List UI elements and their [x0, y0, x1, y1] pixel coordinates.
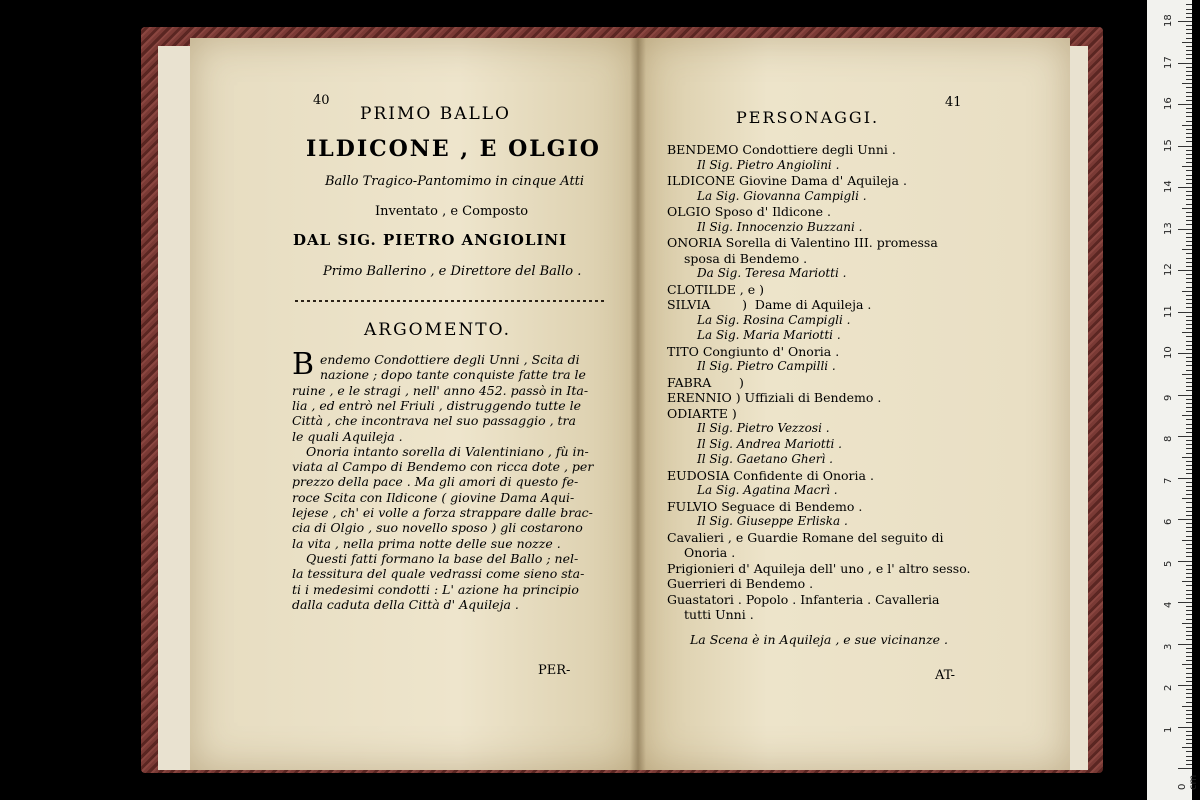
ruler-tick	[1186, 137, 1192, 138]
ruler-tick	[1186, 320, 1192, 321]
ruler-tick	[1186, 635, 1192, 636]
left-body-line: roce Scita con Ildicone ( giovine Dama Aqui-	[292, 489, 575, 505]
ruler-tick	[1186, 718, 1192, 719]
ruler-tick	[1178, 63, 1192, 64]
ruler-tick	[1186, 486, 1192, 487]
ruler-tick	[1186, 399, 1192, 400]
ruler-tick	[1186, 183, 1192, 184]
ruler-tick	[1182, 581, 1192, 582]
cast-line: OLGIO Sposo d' Ildicone .	[667, 204, 831, 219]
ruler-tick	[1186, 432, 1192, 433]
left-body-line: viata al Campo di Bendemo con ricca dote , per	[292, 459, 594, 475]
ruler-tick	[1186, 577, 1192, 578]
ruler-tick	[1186, 453, 1192, 454]
left-section-title: ARGOMENTO.	[364, 320, 511, 340]
ruler-tick	[1186, 739, 1192, 740]
ruler-tick	[1186, 121, 1192, 122]
ruler-tick	[1186, 328, 1192, 329]
ruler-tick	[1186, 303, 1192, 304]
right-scene: La Scena è in Aquileja , e sue vicinanze .	[690, 632, 949, 647]
ruler-tick	[1186, 58, 1192, 59]
ruler-number: 11	[1163, 304, 1174, 318]
ruler-tick	[1186, 403, 1192, 404]
ruler-tick	[1186, 50, 1192, 51]
cast-line: Il Sig. Gaetano Gherì .	[697, 452, 833, 466]
left-body-line: Onoria intanto sorella di Valentiniano , fù in-	[306, 443, 589, 459]
cast-line: FULVIO Seguace di Bendemo .	[667, 498, 863, 514]
cast-line: CLOTILDE , e )	[667, 281, 765, 297]
ruler-number: 2	[1163, 684, 1174, 691]
ruler-tick	[1186, 92, 1192, 93]
cast-line: Onoria .	[684, 545, 736, 560]
ruler-tick	[1186, 295, 1192, 296]
cast-line: tutti Unni .	[684, 607, 754, 622]
cast-line: Il Sig. Pietro Angiolini .	[697, 157, 840, 172]
ruler-tick	[1186, 751, 1192, 752]
ruler-tick	[1186, 556, 1192, 557]
ruler-tick	[1186, 195, 1192, 196]
ruler-tick	[1182, 415, 1192, 416]
ruler-tick	[1186, 494, 1192, 495]
right-heading: PERSONAGGI.	[736, 108, 880, 127]
cast-line: La Sig. Agatina Macrì .	[697, 483, 838, 497]
ruler-tick	[1186, 278, 1192, 279]
ruler-tick	[1182, 291, 1192, 292]
cast-line: Il Sig. Andrea Mariotti .	[697, 436, 842, 451]
ruler-tick	[1186, 96, 1192, 97]
left-body-line: Città , che incontrava nel suo passaggio , tra	[292, 413, 576, 429]
ruler-tick	[1186, 764, 1192, 765]
left-body-line: dalla caduta della Città d' Aquileja .	[292, 596, 519, 612]
ruler-tick	[1186, 141, 1192, 142]
ruler-tick	[1186, 614, 1192, 615]
ruler-tick	[1186, 262, 1192, 263]
ruler-tick	[1186, 245, 1192, 246]
cast-line: ERENNIO ) Uffiziali di Bendemo .	[667, 390, 882, 405]
cast-line: La Sig. Giovanna Campigli .	[697, 188, 867, 203]
ruler-tick	[1186, 378, 1192, 379]
ruler-tick	[1186, 631, 1192, 632]
ruler-number: 13	[1163, 221, 1174, 235]
ruler-tick	[1186, 660, 1192, 661]
ruler-tick	[1186, 710, 1192, 711]
ruler-tick	[1186, 565, 1192, 566]
ruler-tick	[1186, 619, 1192, 620]
ruler-number: 7	[1163, 477, 1174, 484]
cast-line: FABRA )	[667, 374, 744, 390]
ruler-tick	[1186, 38, 1192, 39]
ruler-tick	[1178, 436, 1192, 437]
ruler-tick	[1186, 46, 1192, 47]
ruler-tick	[1182, 208, 1192, 209]
ruler-tick	[1178, 478, 1192, 479]
ruler-tick	[1178, 685, 1192, 686]
ruler-tick	[1186, 689, 1192, 690]
ruler-number: 17	[1163, 55, 1174, 69]
ruler-tick	[1186, 523, 1192, 524]
ruler-tick	[1178, 727, 1192, 728]
left-body-line: cia di Olgio , suo novello sposo ) gli costarono	[292, 520, 583, 536]
ruler-tick	[1186, 274, 1192, 275]
left-subtitle: Ballo Tragico-Pantomimo in cinque Atti	[325, 174, 585, 189]
cast-line: ILDICONE Giovine Dama d' Aquileja .	[667, 173, 907, 188]
ruler-tick	[1186, 258, 1192, 259]
ruler-tick	[1186, 502, 1192, 503]
ruler-tick	[1182, 42, 1192, 43]
ruler-number: 18	[1163, 14, 1174, 27]
ruler-tick	[1186, 735, 1192, 736]
ruler-tick	[1186, 79, 1192, 80]
cast-line: BENDEMO Condottiere degli Unni .	[667, 142, 896, 157]
ruler-tick	[1186, 544, 1192, 545]
cast-line: Il Sig. Giuseppe Erliska .	[697, 514, 848, 528]
ruler-number: 16	[1163, 97, 1174, 110]
cast-line: Il Sig. Pietro Campilli .	[697, 359, 836, 373]
ruler-tick	[1186, 656, 1192, 657]
cast-line: Prigionieri d' Aquileja dell' uno , e l' altro sesso.	[667, 560, 971, 576]
cast-line: sposa di Bendemo .	[684, 250, 808, 266]
ruler-tick	[1186, 266, 1192, 267]
ruler-tick	[1186, 648, 1192, 649]
ruler-tick	[1186, 112, 1192, 113]
cast-line: TITO Congiunto d' Onoria .	[667, 343, 840, 359]
ruler-tick	[1186, 590, 1192, 591]
ruler-tick	[1186, 9, 1192, 10]
ruler-tick	[1182, 747, 1192, 748]
ruler-tick	[1186, 681, 1192, 682]
left-divider-rule	[295, 300, 605, 302]
cast-line: Guerrieri di Bendemo .	[667, 576, 814, 591]
ruler-tick	[1186, 390, 1192, 391]
ruler-tick	[1186, 598, 1192, 599]
ruler-tick	[1186, 175, 1192, 176]
ruler-tick	[1186, 345, 1192, 346]
cast-line: La Sig. Maria Mariotti .	[697, 328, 841, 342]
ruler-tick	[1186, 569, 1192, 570]
ruler-tick	[1178, 353, 1192, 354]
ruler-tick	[1186, 531, 1192, 532]
left-body-line: nazione ; dopo tante conquiste fatte tra le	[320, 367, 586, 383]
ruler-tick	[1186, 482, 1192, 483]
cast-line: ONORIA Sorella di Valentino III. promessa	[667, 235, 938, 250]
ruler-tick	[1186, 515, 1192, 516]
ruler-tick	[1186, 652, 1192, 653]
ruler-tick	[1186, 465, 1192, 466]
ruler-tick	[1182, 706, 1192, 707]
ruler-number: 8	[1163, 435, 1174, 442]
ruler-tick	[1186, 316, 1192, 317]
ruler-tick	[1186, 71, 1192, 72]
ruler-tick	[1186, 162, 1192, 163]
ruler-number: 5	[1163, 560, 1174, 567]
ruler-tick	[1186, 307, 1192, 308]
ruler-tick	[1186, 365, 1192, 366]
ruler-tick	[1186, 469, 1192, 470]
cast-line: La Sig. Rosina Campigli .	[697, 312, 851, 327]
left-role: Primo Ballerino , e Direttore del Ballo .	[323, 264, 582, 279]
ruler-tick	[1186, 253, 1192, 254]
measuring-ruler	[1147, 0, 1199, 800]
ruler-tick	[1182, 540, 1192, 541]
left-dropcap: B	[292, 347, 315, 382]
ruler-tick	[1186, 756, 1192, 757]
ruler-tick	[1178, 146, 1192, 147]
ruler-tick	[1186, 87, 1192, 88]
ruler-tick	[1178, 312, 1192, 313]
ruler-tick	[1186, 237, 1192, 238]
cast-line: EUDOSIA Confidente di Onoria .	[667, 467, 874, 483]
cast-line: ODIARTE )	[667, 405, 737, 421]
ruler-tick	[1186, 411, 1192, 412]
ruler-tick	[1186, 29, 1192, 30]
ruler-number: 9	[1163, 394, 1174, 401]
ruler-tick	[1186, 199, 1192, 200]
ruler-tick	[1186, 13, 1192, 14]
ruler-tick	[1186, 610, 1192, 611]
left-body-line: endemo Condottiere degli Unni , Scita di	[320, 352, 580, 367]
ruler-tick	[1182, 664, 1192, 665]
ruler-tick	[1186, 536, 1192, 537]
left-title: ILDICONE , E OLGIO	[306, 136, 601, 162]
ruler-tick	[1186, 606, 1192, 607]
ruler-tick	[1186, 299, 1192, 300]
ruler-tick	[1186, 158, 1192, 159]
ruler-tick	[1186, 129, 1192, 130]
ruler-tick	[1186, 673, 1192, 674]
ruler-tick	[1186, 419, 1192, 420]
ruler-tick	[1186, 548, 1192, 549]
ruler-tick	[1186, 428, 1192, 429]
ruler-tick	[1186, 349, 1192, 350]
ruler-tick	[1186, 133, 1192, 134]
ruler-tick	[1186, 573, 1192, 574]
ruler-tick	[1186, 424, 1192, 425]
ruler-tick	[1186, 527, 1192, 528]
ruler-tick	[1186, 448, 1192, 449]
ruler-tick	[1186, 444, 1192, 445]
ruler-number: 6	[1163, 518, 1174, 525]
ruler-tick	[1182, 332, 1192, 333]
ruler-tick	[1182, 623, 1192, 624]
ruler-tick	[1178, 519, 1192, 520]
ruler-tick	[1178, 602, 1192, 603]
ruler-tick	[1186, 714, 1192, 715]
ruler-number: 3	[1163, 643, 1174, 650]
left-heading: PRIMO BALLO	[360, 104, 511, 124]
ruler-tick	[1186, 743, 1192, 744]
left-catchword: PER-	[538, 663, 571, 678]
cast-line: Cavalieri , e Guardie Romane del seguito di	[667, 529, 944, 545]
ruler-tick	[1186, 627, 1192, 628]
ruler-tick	[1186, 473, 1192, 474]
ruler-tick	[1178, 187, 1192, 188]
ruler-number: 1	[1163, 726, 1174, 733]
ruler-tick	[1186, 154, 1192, 155]
ruler-tick	[1186, 100, 1192, 101]
ruler-tick	[1186, 440, 1192, 441]
ruler-tick	[1186, 639, 1192, 640]
ruler-tick	[1186, 224, 1192, 225]
ruler-tick	[1178, 21, 1192, 22]
left-invented: Inventato , e Composto	[375, 204, 529, 219]
cast-line: SILVIA ) Dame di Aquileja .	[667, 297, 872, 312]
right-page-number: 41	[945, 95, 962, 110]
left-body-line: la vita , nella prima notte delle sue nozze .	[292, 535, 561, 551]
ruler-tick	[1186, 287, 1192, 288]
ruler-unit-label: 0 cm	[1177, 774, 1199, 790]
ruler-number: 10	[1163, 346, 1174, 359]
ruler-tick	[1182, 457, 1192, 458]
ruler-tick	[1182, 166, 1192, 167]
ruler-tick	[1178, 561, 1192, 562]
ruler-tick	[1186, 407, 1192, 408]
ruler-tick	[1186, 697, 1192, 698]
ruler-tick	[1186, 4, 1192, 5]
ruler-tick	[1186, 25, 1192, 26]
ruler-tick	[1186, 33, 1192, 34]
ruler-tick	[1182, 249, 1192, 250]
ruler-tick	[1186, 552, 1192, 553]
left-body-line: la tessitura del quale vedrassi come sieno sta-	[292, 566, 585, 582]
ruler-tick	[1182, 83, 1192, 84]
ruler-tick	[1186, 179, 1192, 180]
ruler-tick	[1186, 241, 1192, 242]
ruler-tick	[1186, 585, 1192, 586]
ruler-tick	[1186, 386, 1192, 387]
ruler-tick	[1186, 216, 1192, 217]
ruler-tick	[1186, 722, 1192, 723]
ruler-tick	[1186, 677, 1192, 678]
right-catchword: AT-	[935, 668, 956, 683]
ruler-tick	[1182, 374, 1192, 375]
ruler-tick	[1186, 324, 1192, 325]
ruler-tick	[1186, 150, 1192, 151]
left-author: DAL SIG. PIETRO ANGIOLINI	[293, 231, 568, 249]
ruler-tick	[1186, 361, 1192, 362]
ruler-tick	[1178, 229, 1192, 230]
ruler-number: 4	[1163, 601, 1174, 608]
ruler-tick	[1178, 104, 1192, 105]
ruler-tick	[1186, 357, 1192, 358]
left-body-line: Questi fatti formano la base del Ballo ; nel-	[306, 550, 579, 566]
ruler-tick	[1178, 768, 1192, 769]
ruler-tick	[1186, 760, 1192, 761]
ruler-tick	[1186, 668, 1192, 669]
ruler-tick	[1186, 233, 1192, 234]
ruler-tick	[1186, 461, 1192, 462]
ruler-tick	[1186, 731, 1192, 732]
cast-line: Guastatori . Popolo . Infanteria . Cavalleria	[667, 591, 940, 607]
ruler-tick	[1186, 108, 1192, 109]
left-body-line: prezzo della pace . Ma gli amori di questo fe-	[292, 474, 579, 490]
ruler-tick	[1186, 507, 1192, 508]
ruler-number: 15	[1163, 138, 1174, 152]
left-body-line: ruine , e le stragi , nell' anno 452. passò in Ita-	[292, 382, 589, 398]
book-gutter	[630, 38, 646, 770]
ruler-tick	[1178, 270, 1192, 271]
cast-line: Il Sig. Pietro Vezzosi .	[697, 421, 830, 435]
ruler-tick	[1186, 67, 1192, 68]
left-body-line: lia , ed entrò nel Friuli , distruggendo tutte le	[292, 397, 582, 413]
left-page-number: 40	[313, 93, 330, 108]
ruler-tick	[1186, 693, 1192, 694]
left-body-line: lejese , ch' ei volle a forza strappare dalle brac-	[292, 505, 593, 520]
left-body-line: ti i medesimi condotti : L' azione ha principio	[292, 581, 579, 597]
ruler-tick	[1186, 54, 1192, 55]
ruler-tick	[1186, 204, 1192, 205]
ruler-tick	[1186, 370, 1192, 371]
ruler-tick	[1186, 116, 1192, 117]
cast-line: Il Sig. Innocenzio Buzzani .	[697, 219, 863, 234]
ruler-tick	[1186, 702, 1192, 703]
ruler-tick	[1186, 212, 1192, 213]
ruler-tick	[1186, 594, 1192, 595]
ruler-tick	[1186, 490, 1192, 491]
ruler-number: 12	[1163, 263, 1174, 276]
ruler-number: 14	[1163, 180, 1174, 193]
ruler-tick	[1186, 75, 1192, 76]
ruler-tick	[1186, 220, 1192, 221]
ruler-tick	[1186, 191, 1192, 192]
ruler-tick	[1186, 511, 1192, 512]
left-body-line: le quali Aquileja .	[292, 428, 403, 444]
ruler-tick	[1186, 170, 1192, 171]
ruler-tick	[1178, 395, 1192, 396]
ruler-tick	[1186, 382, 1192, 383]
cast-line: Da Sig. Teresa Mariotti .	[697, 266, 847, 280]
ruler-tick	[1182, 125, 1192, 126]
ruler-tick	[1182, 498, 1192, 499]
ruler-tick	[1186, 282, 1192, 283]
ruler-tick	[1186, 341, 1192, 342]
ruler-tick	[1178, 644, 1192, 645]
ruler-tick	[1186, 336, 1192, 337]
ruler-tick	[1186, 17, 1192, 18]
